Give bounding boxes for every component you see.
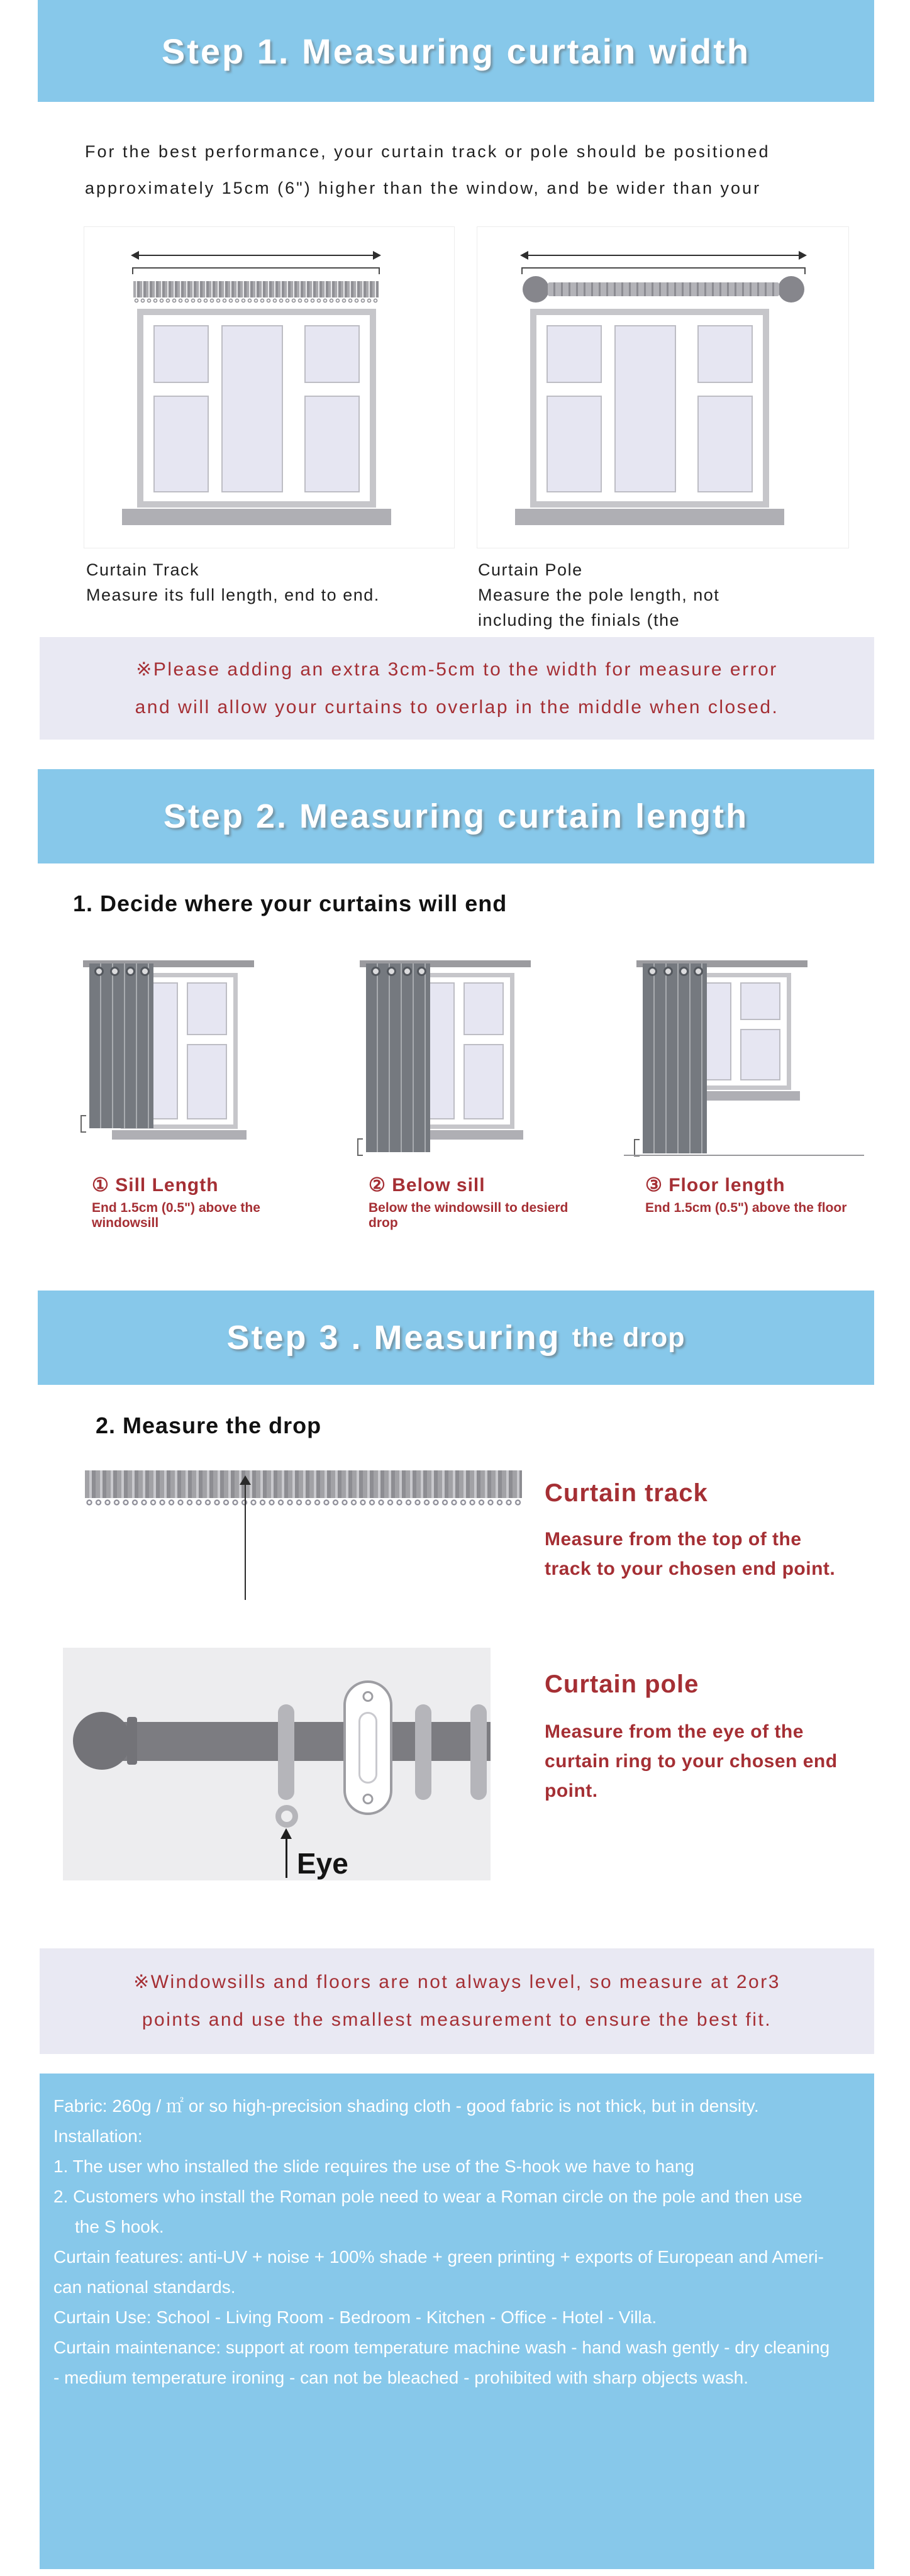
drop-track-desc-line2: track to your chosen end point. xyxy=(545,1558,836,1579)
bracket-screw-hole-icon xyxy=(363,1794,374,1804)
eye-label: Eye xyxy=(297,1847,348,1880)
info-line-install-2: 2. Customers who install the Roman pole need to wear a Roman circle on the pole and then use xyxy=(53,2187,802,2206)
end-point-bracket-mark xyxy=(80,1115,86,1133)
curtain-pole-bar xyxy=(103,1722,491,1761)
grommet-icon xyxy=(110,967,119,976)
drop-track-desc-line1: Measure from the top of the xyxy=(545,1529,802,1550)
window-pane xyxy=(304,396,360,492)
drop-pole-desc-line1: Measure from the eye of the xyxy=(545,1721,804,1742)
step1-intro-paragraph xyxy=(85,133,865,206)
grommet-icon xyxy=(140,967,150,976)
curtain-pole-caption-desc2: including the finials (the xyxy=(478,611,680,630)
window-pane xyxy=(614,325,676,492)
curtain-track-diagram xyxy=(84,226,455,548)
step2-banner-title: Step 2. Measuring curtain length xyxy=(163,797,749,835)
curtain-pole-caption-desc1: Measure the pole length, not xyxy=(478,586,720,604)
up-arrow-icon xyxy=(245,1477,246,1600)
drop-track-title: Curtain track xyxy=(545,1479,708,1507)
window-pane xyxy=(697,396,753,492)
info-line-use: Curtain Use: School - Living Room - Bedroom - Kitchen - Office - Hotel - Villa. xyxy=(53,2307,657,2327)
windowsill xyxy=(112,1130,247,1140)
step1-banner xyxy=(38,0,874,102)
step3-banner-subtitle: the drop xyxy=(572,1322,685,1353)
length-option-desc: Below the windowsill to desierd drop xyxy=(369,1201,569,1230)
length-option-label: ③ Floor length xyxy=(645,1175,785,1196)
curtain-track-bar xyxy=(133,281,379,297)
info-line-maintenance: Curtain maintenance: support at room temperature machine wash - hand wash gently - dry cleaning xyxy=(53,2338,830,2357)
info-line-features: Curtain features: anti-UV + noise + 100% shade + green printing + exports of European and Ameri- xyxy=(53,2247,824,2267)
width-measure-note xyxy=(40,637,874,740)
window-frame xyxy=(143,315,370,501)
window-pane xyxy=(547,396,602,492)
window-pane xyxy=(187,1044,227,1119)
step3-banner-title: Step 3 . Measuring xyxy=(226,1319,561,1357)
info-line-install-1: 1. The user who installed the slide requires the use of the S-hook we have to hang xyxy=(53,2157,695,2176)
length-option-desc: End 1.5cm (0.5") above the floor xyxy=(645,1201,847,1215)
step2-banner xyxy=(38,769,874,863)
window-pane xyxy=(463,982,504,1035)
end-point-bracket-mark xyxy=(634,1139,640,1157)
window-pane xyxy=(187,982,227,1035)
length-option-sill xyxy=(80,947,313,1230)
info-line-features-2: can national standards. xyxy=(53,2277,236,2297)
window-pane xyxy=(547,325,602,383)
grommet-icon xyxy=(387,967,396,976)
length-option-desc: End 1.5cm (0.5") above the windowsill xyxy=(92,1201,260,1230)
grommet-icon xyxy=(648,967,657,976)
windowsill xyxy=(122,509,391,525)
drop-pole-desc xyxy=(545,1717,838,1806)
window-illustration xyxy=(137,309,376,508)
pole-bracket-slot xyxy=(358,1712,377,1784)
window-pane xyxy=(153,325,209,383)
curtain-ring xyxy=(278,1704,294,1800)
grommet-icon xyxy=(417,967,426,976)
curtain-track-caption-desc: Measure its full length, end to end. xyxy=(86,586,380,604)
curtain-track-caption-title: Curtain Track xyxy=(86,560,200,579)
drop-note-line1: ※Windowsills and floors are not always level, so measure at 2or3 xyxy=(133,1972,780,1992)
window-pane xyxy=(304,325,360,383)
window-pane xyxy=(463,1044,504,1119)
step2-heading: 1. Decide where your curtains will end xyxy=(73,891,508,916)
pole-finial-collar xyxy=(127,1717,137,1765)
length-option-floor xyxy=(634,947,867,1223)
up-arrow-icon xyxy=(286,1838,287,1878)
windowsill xyxy=(515,509,784,525)
grommet-icon xyxy=(126,967,135,976)
pole-finial-icon xyxy=(778,276,804,303)
width-note-line1: ※Please adding an extra 3cm-5cm to the width for measure error xyxy=(136,658,778,680)
curtain-panel xyxy=(643,963,707,1153)
grommet-icon xyxy=(694,967,703,976)
length-option-label: ① Sill Length xyxy=(92,1175,219,1196)
grommet-icon xyxy=(679,967,689,976)
drop-track-diagram xyxy=(85,1470,522,1604)
drop-measure-note xyxy=(40,1948,874,2054)
info-line-install-2b: the S hook. xyxy=(75,2217,164,2236)
curtain-panel xyxy=(366,963,430,1152)
floor-line xyxy=(624,1155,864,1156)
measure-bracket-line xyxy=(132,267,380,274)
info-line-installation: Installation: xyxy=(53,2126,143,2146)
grommet-icon xyxy=(94,967,104,976)
length-option-below-sill xyxy=(357,947,590,1230)
info-line-fabric: Fabric: 260g / ㎡ or so high-precision shading cloth - good fabric is not thick, but in density. xyxy=(53,2096,759,2116)
drop-pole-desc-line3: point. xyxy=(545,1780,598,1801)
product-info-box xyxy=(40,2074,874,2569)
drop-pole-desc-line2: curtain ring to your chosen end xyxy=(545,1751,838,1772)
length-option-label: ② Below sill xyxy=(369,1175,486,1196)
measure-bracket-line xyxy=(521,267,806,274)
drop-note-line2: points and use the smallest measurement to ensure the best fit. xyxy=(141,2009,772,2030)
step3-banner xyxy=(38,1291,874,1385)
step1-banner-title: Step 1. Measuring curtain width xyxy=(161,31,751,71)
pole-finial-icon xyxy=(523,276,549,303)
curtain-panel xyxy=(89,963,153,1128)
track-glider-hooks xyxy=(85,1498,522,1507)
grommet-icon xyxy=(402,967,412,976)
curtain-pole-diagram xyxy=(477,226,849,548)
drop-pole-diagram xyxy=(63,1648,491,1880)
width-note-line2: and will allow your curtains to overlap in the middle when closed. xyxy=(135,696,779,718)
window-pane xyxy=(221,325,283,492)
curtain-pole-bar xyxy=(548,282,779,296)
drop-track-desc xyxy=(545,1524,835,1584)
curtain-pole-caption-title: Curtain Pole xyxy=(478,560,583,579)
step1-intro-line1: For the best performance, your curtain track or pole should be positioned xyxy=(85,142,770,161)
step1-intro-line2: approximately 15cm (6") higher than the window, and be wider than your xyxy=(85,179,762,197)
window-pane xyxy=(740,1029,780,1080)
window-pane xyxy=(697,325,753,383)
window-pane xyxy=(153,396,209,492)
info-line-maintenance-2: - medium temperature ironing - can not be bleached - prohibited with sharp objects wash. xyxy=(53,2368,749,2387)
curtain-track-caption xyxy=(86,557,380,608)
pole-finial-icon xyxy=(73,1712,131,1770)
width-measure-arrow-icon xyxy=(521,255,806,256)
curtain-ring-eye-icon xyxy=(275,1805,298,1828)
curtain-track-bar xyxy=(85,1470,522,1498)
pole-bracket xyxy=(343,1680,392,1815)
grommet-icon xyxy=(663,967,673,976)
bracket-screw-hole-icon xyxy=(363,1691,374,1702)
track-glider-hooks xyxy=(133,297,379,304)
step3-heading: 2. Measure the drop xyxy=(96,1413,322,1438)
width-measure-arrow-icon xyxy=(132,255,380,256)
curtain-ring xyxy=(415,1704,431,1800)
curtain-pole-caption xyxy=(478,557,719,633)
window-illustration xyxy=(530,309,769,508)
window-frame xyxy=(536,315,763,501)
drop-pole-title: Curtain pole xyxy=(545,1670,699,1698)
end-point-bracket-mark xyxy=(357,1138,363,1156)
curtain-ring xyxy=(470,1704,487,1800)
window-pane xyxy=(740,982,780,1020)
grommet-icon xyxy=(371,967,380,976)
